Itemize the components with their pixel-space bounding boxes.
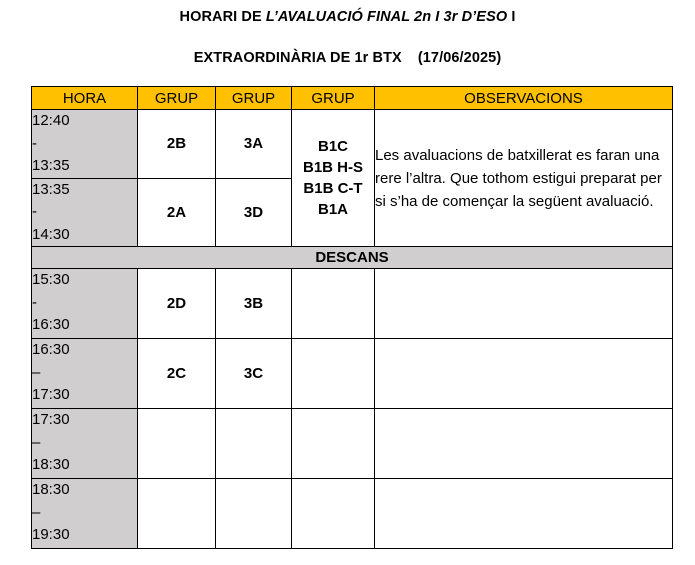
page-subtitle [0,50,695,66]
hora-start: 17:30 [32,411,70,428]
group-cell: 3A [216,110,292,179]
table-row [32,110,673,179]
table-row [32,479,673,549]
group-line: B1B C-T [303,180,363,197]
group-cell [138,479,216,549]
group-cell [216,409,292,479]
table-row [32,409,673,479]
header-hora: HORA [32,87,138,110]
hora-end: 13:35 [32,157,70,174]
hora-sep: – [32,433,41,451]
group-line: B1A [317,201,348,218]
hora-sep: - [32,203,37,220]
hora-end: 17:30 [32,386,70,403]
hora-start: 16:30 [32,341,70,358]
group-cell: 2D [138,269,216,339]
exam-date: (17/06/2025) [417,50,502,66]
group-cell: 3B [216,269,292,339]
hora-sep: – [32,503,41,521]
group-cell: 3D [216,178,292,247]
hora-end: 19:30 [32,526,70,543]
observations-cell-empty [375,409,673,479]
batxillerat-groups-cell [292,110,375,247]
schedule-table [31,86,673,549]
break-label: DESCANS [32,247,673,269]
subtitle-text: EXTRAORDINÀRIA DE 1r BTX [193,50,402,66]
hora-cell [32,178,138,247]
hora-cell [32,409,138,479]
hora-cell [32,339,138,409]
hora-end: 16:30 [32,316,70,333]
break-row [32,247,673,269]
header-grup-3: GRUP [292,87,375,110]
hora-cell [32,479,138,549]
header-observacions: OBSERVACIONS [375,87,673,110]
group-cell: 3C [216,339,292,409]
observations-cell-empty [375,339,673,409]
hora-start: 18:30 [32,481,70,498]
observations-cell-empty [375,479,673,549]
title-suffix: I [507,9,516,25]
hora-sep: - [32,293,37,311]
group-cell-empty [292,479,375,549]
hora-end: 18:30 [32,456,70,473]
page-title [0,9,695,25]
header-grup-1: GRUP [138,87,216,110]
group-cell [138,409,216,479]
hora-sep: – [32,363,41,381]
group-cell: 2A [138,178,216,247]
table-row [32,339,673,409]
group-line: B1C [317,138,348,155]
group-cell-empty [292,339,375,409]
hora-start: 15:30 [32,271,70,288]
group-cell: 2C [138,339,216,409]
hora-cell [32,269,138,339]
header-row [32,87,673,110]
title-italic: L’AVALUACIÓ FINAL 2n I 3r D’ESO [265,9,508,25]
group-cell-empty [292,269,375,339]
table-row [32,269,673,339]
hora-start: 12:40 [32,112,70,129]
hora-sep: - [32,134,37,152]
observations-cell: Les avaluacions de batxillerat es faran una rere l’altra. Que tothom estigui preparat per si s’ha de començar la següent avaluació. [375,110,673,247]
header-grup-2: GRUP [216,87,292,110]
title-prefix: HORARI DE [179,9,266,25]
observations-cell-empty [375,269,673,339]
hora-start: 13:35 [32,180,70,198]
group-line: B1B H-S [302,159,363,176]
group-cell: 2B [138,110,216,179]
group-cell [216,479,292,549]
hora-end: 14:30 [32,225,70,243]
hora-cell [32,110,138,179]
group-cell-empty [292,409,375,479]
